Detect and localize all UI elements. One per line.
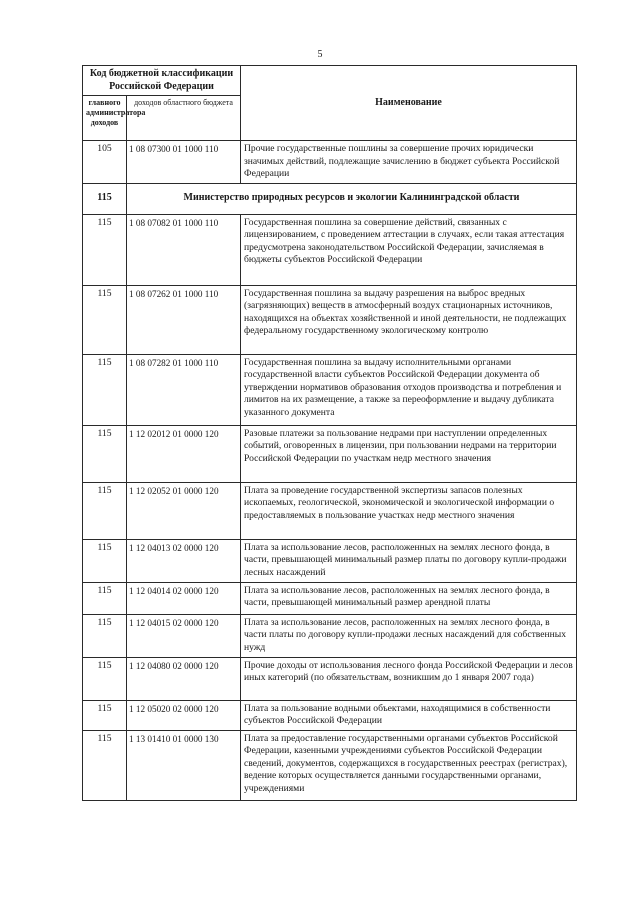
income-name: Плата за использование лесов, расположенных на землях лесного фонда, в части, превышающей минимальный размер платы по договору купли-продажи лесных насаждений xyxy=(241,539,577,582)
income-name: Государственная пошлина за совершение действий, связанных с лицензированием, с проведением аттестации в случаях, если такая аттестация предусмотрена законодательством Российской Федерации, зачисляемая в бюджеты субъектов Российской Федерации xyxy=(241,214,577,285)
page-number: 5 xyxy=(317,49,323,60)
table-row xyxy=(83,582,577,614)
income-code: 1 08 07082 01 1000 110 xyxy=(127,214,241,285)
table-row xyxy=(83,354,577,425)
income-name: Плата за использование лесов, расположенных на землях лесного фонда, в части, превышающей минимальный размер арендной платы xyxy=(241,582,577,614)
admin-code: 115 xyxy=(83,657,127,700)
income-name: Прочие государственные пошлины за совершение прочих юридически значимых действий, подлежащие зачислению в бюджет субъекта Российской Федерации xyxy=(241,141,577,184)
admin-code: 115 xyxy=(83,425,127,482)
income-name: Плата за проведение государственной экспертизы запасов полезных ископаемых, геологической, экономической и экологической информации о предоставляемых в пользование участках недр местного значения xyxy=(241,482,577,539)
income-code: 1 12 04014 02 0000 120 xyxy=(127,582,241,614)
income-code: 1 12 04013 02 0000 120 xyxy=(127,539,241,582)
table-row xyxy=(83,425,577,482)
table-row xyxy=(83,285,577,354)
income-name: Плата за предоставление государственными органами субъектов Российской Федерации, казенными учреждениями субъектов Российской Федерации сведений, документов, содержащихся в государственных реестрах (регистрах), ведение которых осуществляется данными государственными органами, учреждениями xyxy=(241,730,577,800)
income-name: Государственная пошлина за выдачу разрешения на выброс вредных (загрязняющих) веществ в атмосферный воздух стационарных источников, находящихся на объектах хозяйственной и иной деятельности, не подлежащих федеральному государственному экологическому контролю xyxy=(241,285,577,354)
table-row xyxy=(83,657,577,700)
admin-code: 115 xyxy=(83,354,127,425)
income-code: 1 12 04015 02 0000 120 xyxy=(127,614,241,657)
income-code: 1 08 07262 01 1000 110 xyxy=(127,285,241,354)
table-row xyxy=(83,141,577,184)
admin-code: 115 xyxy=(83,214,127,285)
table-row xyxy=(83,700,577,730)
admin-code: 115 xyxy=(83,482,127,539)
admin-code: 115 xyxy=(83,700,127,730)
admin-code: 115 xyxy=(83,730,127,800)
header-name: Наименование xyxy=(241,66,577,141)
table-row xyxy=(83,214,577,285)
admin-code: 115 xyxy=(83,582,127,614)
admin-code: 105 xyxy=(83,141,127,184)
ministry-title: Министерство природных ресурсов и экологии Калининградской области xyxy=(127,183,577,214)
income-name: Плата за использование лесов, расположенных на землях лесного фонда, в части платы по договору купли-продажи лесных насаждений для собственных нужд xyxy=(241,614,577,657)
header-admin: главного администратора доходов xyxy=(83,96,127,141)
income-name: Государственная пошлина за выдачу исполнительными органами государственной власти субъектов Российской Федерации документа об утверждении нормативов образования отходов производства и потребления и лимитов на их размещение, а также за переоформление и выдачу дубликата указанного документа xyxy=(241,354,577,425)
header-code-group: Код бюджетной классификации Российской Федерации xyxy=(83,66,241,96)
income-name: Разовые платежи за пользование недрами при наступлении определенных событий, оговоренных в лицензии, при пользовании недрами на территории Российской Федерации по участкам недр местного значения xyxy=(241,425,577,482)
income-code: 1 12 02052 01 0000 120 xyxy=(127,482,241,539)
table-row xyxy=(83,614,577,657)
admin-code: 115 xyxy=(83,614,127,657)
income-name: Плата за пользование водными объектами, находящимися в собственности субъектов Российской Федерации xyxy=(241,700,577,730)
income-code: 1 08 07300 01 1000 110 xyxy=(127,141,241,184)
table-row xyxy=(83,482,577,539)
income-code: 1 13 01410 01 0000 130 xyxy=(127,730,241,800)
income-name: Прочие доходы от использования лесного фонда Российской Федерации и лесов иных категорий (по обязательствам, возникшим до 1 января 2007 года) xyxy=(241,657,577,700)
income-code: 1 12 05020 02 0000 120 xyxy=(127,700,241,730)
income-code: 1 12 04080 02 0000 120 xyxy=(127,657,241,700)
income-code: 1 12 02012 01 0000 120 xyxy=(127,425,241,482)
ministry-row xyxy=(83,183,577,214)
ministry-admin-code: 115 xyxy=(83,183,127,214)
admin-code: 115 xyxy=(83,539,127,582)
budget-classification-table xyxy=(82,65,577,801)
admin-code: 115 xyxy=(83,285,127,354)
table-row xyxy=(83,539,577,582)
header-income: доходов областного бюджета xyxy=(127,96,241,141)
table-row xyxy=(83,730,577,800)
income-code: 1 08 07282 01 1000 110 xyxy=(127,354,241,425)
